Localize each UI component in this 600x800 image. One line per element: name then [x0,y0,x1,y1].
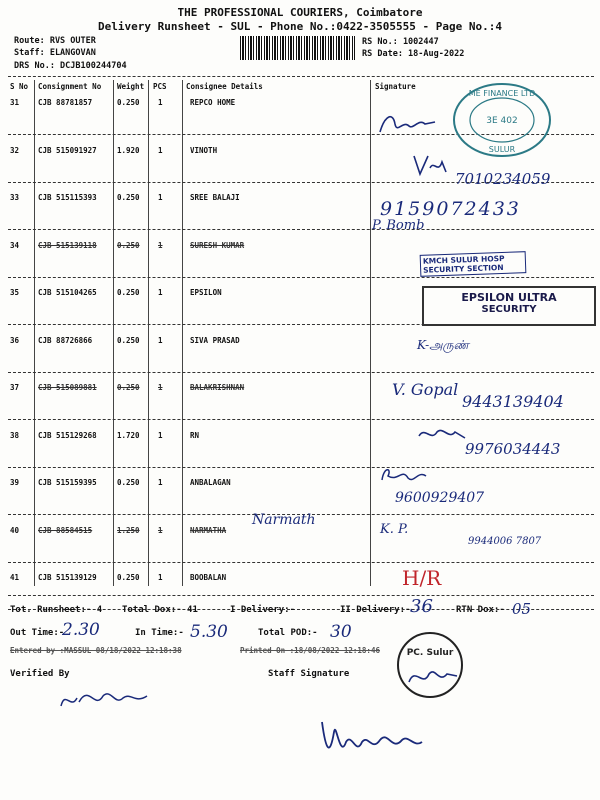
finance-stamp-bottom: SULUR [488,145,516,154]
rtn-dox-value: 05 [512,600,532,618]
row-sno: 35 [10,288,20,297]
ii-delivery-label: II Delivery:- [340,605,411,615]
row-consignee: BOOBALAN [190,573,227,582]
signature-row31 [375,110,445,140]
tot-runsheet: Tot. Runsheet:- 4 [10,605,103,615]
row-weight: 0.250 [117,98,140,107]
row-pcs: 1 [158,145,163,155]
row-sno: 36 [10,335,20,345]
row-consignment-no: CJB 88781857 [38,98,93,107]
row-consignee: REPCO HOME [190,98,236,107]
row-consignee: VINOTH [190,145,218,155]
row-divider [8,277,594,278]
entered-by: Entered by :MASSUL 08/18/2022 12:18:38 [10,646,182,655]
rs-number: RS No.: 1002447 [362,37,439,47]
row-weight: 0.250 [117,573,140,582]
row-consignee: BALAKRISHNAN [190,383,245,392]
row-pcs: 1 [158,525,163,535]
row-pcs: 1 [158,478,163,487]
row-consignment-no: CJB 515139129 [38,573,97,582]
row-consignment-no: CJB 515104265 [38,288,97,297]
signature-row40: K. P. [380,522,409,537]
document-subtitle: Delivery Runsheet - SUL - Phone No.:0422-3505555 - Page No.:4 [98,20,502,33]
row-consignee: RN [190,430,200,440]
row-consignee: SIVA PRASAD [190,335,240,345]
phone-row40: 9944006 7807 [468,536,542,547]
row-pcs: 1 [158,383,163,392]
epsilon-stamp-line1: EPSILON ULTRA [461,291,557,304]
row-divider [8,562,594,563]
row-pcs: 1 [158,193,163,202]
row-weight: 0.250 [117,240,140,250]
col-signature: Signature [375,82,416,91]
row-weight: 0.250 [117,383,140,392]
footer-divider [8,595,594,596]
phone-row39: 9600929407 [395,490,485,506]
staff-label: Staff: ELANGOVAN [14,48,96,58]
finance-stamp [450,80,560,170]
staff-signature [318,712,428,767]
row-sno: 41 [10,573,20,582]
route-label: Route: RVS OUTER [14,36,96,46]
row-sno: 31 [10,98,20,107]
row-consignee: EPSILON [190,288,222,297]
row-pcs: 1 [158,573,163,582]
finance-stamp-text: ME FINANCE LTD [468,89,536,98]
row-sno: 33 [10,193,20,202]
row-sno: 39 [10,478,20,487]
note-row40: Narmath [252,512,316,528]
pc-sulur-stamp [395,630,465,700]
total-pod-value: 30 [330,622,352,642]
kmch-stamp-line1: KMCH SULUR HOSP [422,253,505,266]
kmch-stamp-line2: SECURITY SECTION [423,262,504,275]
row-pcs: 1 [158,98,163,107]
col-pcs: PCS [153,82,167,91]
epsilon-stamp [422,286,596,326]
col-weight: Weight [117,82,145,91]
col-consignee: Consignee Details [186,82,263,91]
phone-row38: 9976034443 [465,440,561,458]
signature-row36: K-அருண் [417,338,469,352]
row-consignment-no: CJB 515139118 [38,240,97,250]
rs-date: RS Date: 18-Aug-2022 [362,49,465,59]
out-time-label: Out Time:- [10,628,65,638]
row-consignment-no: CJB 515129268 [38,430,97,440]
mark-row41: H/R [402,566,442,590]
out-time-value: 2.30 [62,620,100,640]
total-pod-label: Total POD:- [258,628,318,638]
signature-row37: V. Gopal [392,380,459,399]
row-consignee: NARMATHA [190,525,227,535]
row-sno: 38 [10,430,20,440]
signature-row38 [415,424,470,444]
row-pcs: 1 [158,335,163,345]
row-divider [8,229,594,230]
row-divider [8,419,594,420]
row-pcs: 1 [158,288,163,297]
signature-row33: P. Bomb [372,218,425,233]
staff-signature-label: Staff Signature [268,669,350,679]
row-consignment-no: CJB 515089881 [38,383,97,392]
epsilon-stamp-line2: SECURITY [481,304,537,315]
row-weight: 0.250 [117,478,140,487]
pc-stamp-text: PC. Sulur [406,648,454,658]
phone-row32: 7010234059 [455,170,551,188]
printed-on: Printed On :18/08/2022 12:18:46 [240,646,380,655]
row-consignment-no: CJB 88726866 [38,335,93,345]
barcode [240,36,355,60]
kmch-stamp [420,251,527,277]
verified-signature [55,680,155,720]
drs-number: DRS No.: DCJB100244704 [14,61,127,71]
row-weight: 1.920 [117,145,140,155]
rtn-dox-label: RTN Dox:- [456,605,505,615]
row-weight: 0.250 [117,288,140,297]
svg-text:3E 402: 3E 402 [486,116,518,126]
row-consignment-no: CJB 515159395 [38,478,97,487]
in-time-label: In Time:- [135,628,184,638]
i-delivery: I Delivery:- [230,605,296,615]
row-sno: 40 [10,525,20,535]
phone-row37: 9443139404 [462,392,564,411]
row-consignment-no: CJB 515091927 [38,145,97,155]
row-consignee: ANBALAGAN [190,478,231,487]
row-sno: 37 [10,383,20,392]
signature-row32 [410,150,450,180]
col-sno: S No [10,82,29,91]
ii-delivery-value: 36 [410,596,433,617]
row-weight: 0.250 [117,335,140,345]
row-consignment-no: CJB 88584515 [38,525,93,535]
row-weight: 1.720 [117,430,140,440]
row-sno: 34 [10,240,20,250]
row-consignment-no: CJB 515115393 [38,193,97,202]
verified-by-label: Verified By [10,669,70,679]
row-consignee: SREE BALAJI [190,193,240,202]
document-title: THE PROFESSIONAL COURIERS, Coimbatore [177,6,423,19]
total-dox: Total Dox:- 41 [122,605,198,615]
signature-row39 [378,462,438,488]
header-divider [8,76,594,77]
row-sno: 32 [10,145,20,155]
row-pcs: 1 [158,430,163,440]
row-pcs: 1 [158,240,163,250]
in-time-value: 5.30 [190,622,228,642]
row-weight: 0.250 [117,193,140,202]
phone-row33: 9159072433 [380,198,521,220]
row-weight: 1.250 [117,525,140,535]
row-divider [8,372,594,373]
row-consignee: SURESH KUMAR [190,240,245,250]
row-divider [8,467,594,468]
col-consignment: Consignment No [38,82,102,91]
